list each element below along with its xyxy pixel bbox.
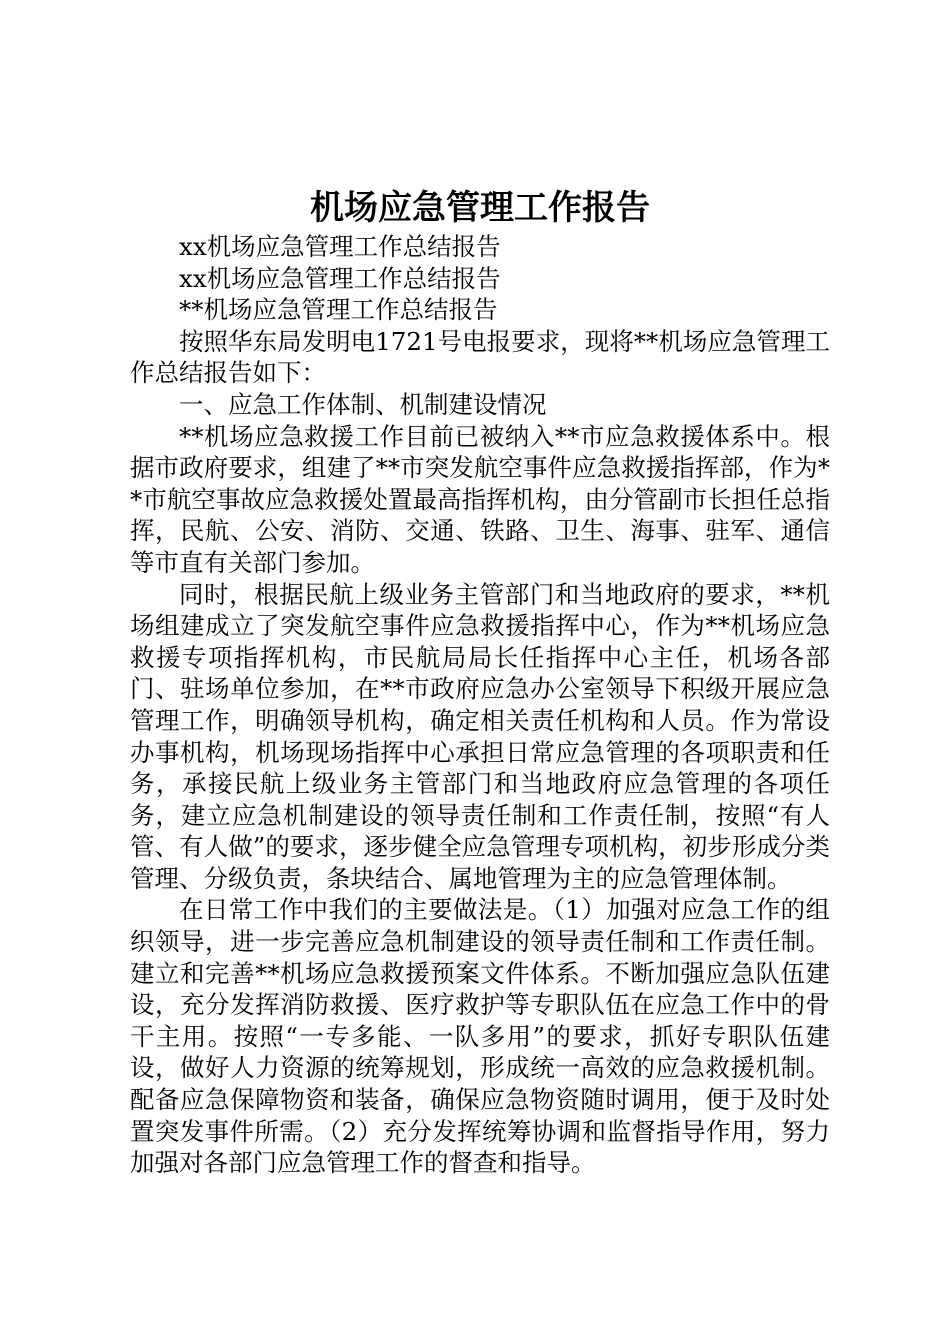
paragraph-subtitle-1: xx机场应急管理工作总结报告 [179,232,501,261]
paragraph-intro: 按照华东局发明电1721号电报要求，现将**机场应急管理工作总结报告如下： [130,326,830,388]
paragraph-body-1: **机场应急救援工作目前已被纳入**市应急救援体系中。根据市政府要求，组建了**市突发航空事件应急救援指挥部，作为**市航空事故应急救援处置最高指挥机构，由分管副市长担任总指挥，民航、公安、消防、交通、铁路、卫生、海事、驻军、通信等市直有关部门参加。 [130,421,830,577]
section-heading: 一、应急工作体制、机制建设情况 [179,389,547,419]
document-body [130,185,830,1179]
paragraph-body-3: 在日常工作中我们的主要做法是。（1）加强对应急工作的组织领导，进一步完善应急机制建设的领导责任制和工作责任制。建立和完善**机场应急救援预案文件体系。不断加强应急队伍建设，充分发挥消防救援、医疗救护等专职队伍在应急工作中的骨干主用。按照“一专多能、一队多用”的要求，抓好专职队伍建设，做好人力资源的统筹规划，形成统一高效的应急救援机制。配备应急保障物资和装备，确保应急物资随时调用，便于及时处置突发事件所需。（2）充分发挥统筹协调和监督指导作用，努力加强对各部门应急管理工作的督查和指导。 [130,895,830,1178]
paragraph-subtitle-2: xx机场应急管理工作总结报告 [179,263,501,293]
paragraph-body-2: 同时，根据民航上级业务主管部门和当地政府的要求，**机场组建成立了突发航空事件应急救援指挥中心，作为**机场应急救援专项指挥机构，市民航局局长任指挥中心主任，机场各部门、驻场单位参加，在**市政府应急办公室领导下积级开展应急管理工作，明确领导机构，确定相关责任机构和人员。作为常设办事机构，机场现场指挥中心承担日常应急管理的各项职责和任务，承接民航上级业务主管部门和当地政府应急管理的各项任务，建立应急机制建设的领导责任制和工作责任制，按照“有人管、有人做”的要求，逐步健全应急管理专项机构，初步形成分类管理、分级负责，条块结合、属地管理为主的应急管理体制。 [130,579,830,893]
paragraph-subtitle-3: **机场应急管理工作总结报告 [179,295,498,325]
document-title: 机场应急管理工作报告 [310,188,650,228]
